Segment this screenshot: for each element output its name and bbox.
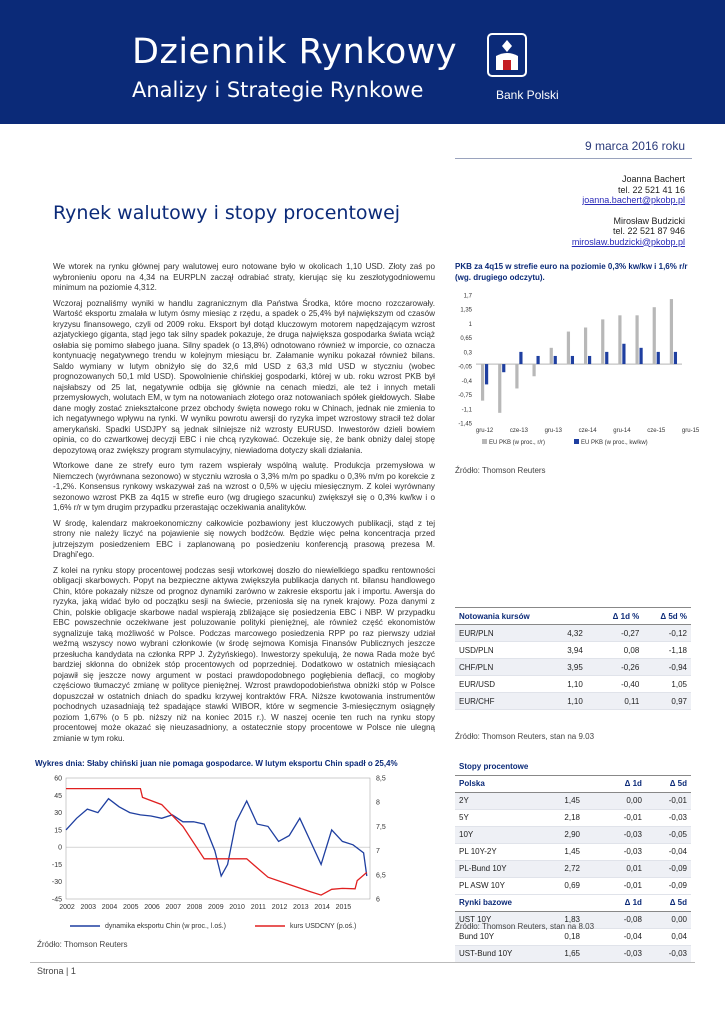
- y-tick-label: -0,05: [458, 364, 472, 371]
- y-tick-label: -1,1: [461, 407, 472, 414]
- rates-subheader-row: [455, 894, 691, 911]
- y-tick-label: 0,3: [463, 350, 472, 357]
- paragraph: Z kolei na rynku stopy procentowej podczas sesji wtorkowej doszło do niewielkiego spadku rentowności obligacji skarbowych. Popyt na bezpieczne aktywa zwiększyła publikacja danych nt. bilansu handlowego Chin, które pokazały niższe od prognoz dynamiki zarówno w zakresie eksportu jak i importu. Awersja do ryzyka, jaką widać było od początku sesji na świecie, przeniosła się na rynek krajowy. Poza danymi z Chin, polskie obligacje skarbowe nadal wspierają zbliżające się posiedzenia EBC i NBP. W przypadku EBC powszechnie oczekiwane jest poluzowanie polityki pieniężnej, ale również część ekonomistów sygnalizuje taką możliwość w Polsce. Podczas marcowego posiedzenia RPP po raz pierwszy udział weźmą wszyscy nowo wybrani członkowie (w środę sejmowa Komisja Finansów Publicznych jeszcze przesłucha kandydata na członka RPP J. Żyżyńskiego). Inwestorzy spekulują, że nowa Rada może być bardziej skłonna do obniżek stóp procentowych od poprzedniej. Dodatkowo w ostatnich miesiącach pojawił się jeszcze nowy argument w postaci prawdopodobnego pogłębienia deflacji, co mogłoby częściowo tłumaczyć zmianę w polityce pieniężnej. Wzrost prawdopodobieństwa obniżki stóp w Polsce dopuszczał w ostatnich dniach do spadku krzywej kontraktów FRA. Niższe kwotowania instrumentów pochodnych uzasadniają też spadające stawki WIBOR, które w segmencie 3-miesięcznym osiągnęły poziom 1,67% (o 5 pb. niższy niż na koniec 2015 r.). W naszej ocenie ten ruch na rynku stopy procentowej może okazać się nieuzasadniony, a ostatecznie stopy procentowe w Polsce nie ulegną zmianie w tym roku.: [53, 565, 435, 743]
- x-tick-label: cze-14: [578, 428, 597, 434]
- y-right-tick-label: 8,5: [376, 775, 386, 783]
- usdcny-line: [66, 789, 367, 896]
- chart1-source: Źródło: Thomson Reuters: [455, 466, 546, 475]
- bar: [588, 356, 591, 364]
- y-left-tick-label: 30: [54, 810, 62, 818]
- table-cell: 0,01: [601, 860, 646, 877]
- table-cell: UST-Bund 10Y: [455, 945, 560, 962]
- table-cell: 3,95: [563, 659, 595, 676]
- table-row: [455, 877, 691, 894]
- table-cell: 2,72: [560, 860, 600, 877]
- table-row: [455, 625, 691, 642]
- table-cell: -0,09: [646, 877, 691, 894]
- contact-name: Joanna Bachert: [621, 174, 685, 184]
- table-cell: -0,40: [596, 676, 644, 693]
- x-tick-label: 2002: [59, 904, 75, 911]
- table-cell: -0,01: [601, 809, 646, 826]
- table-cell: -0,01: [646, 792, 691, 809]
- bar: [653, 307, 656, 364]
- pko-logo-icon: [486, 30, 528, 80]
- contact-name: Mirosław Budzicki: [613, 215, 685, 226]
- fx-source: Źródło: Thomson Reuters, stan na 9.03: [455, 732, 595, 741]
- y-left-tick-label: -45: [51, 896, 62, 904]
- y-left-tick-label: 15: [54, 827, 62, 835]
- y-tick-label: 1,7: [463, 293, 472, 300]
- table-row: [455, 659, 691, 676]
- table-cell: -0,08: [601, 911, 646, 928]
- bar: [584, 328, 587, 365]
- chart1-title: PKB za 4q15 w strefie euro na poziomie 0,3% kw/kw i 1,6% r/r (wg. drugiego odczytu).: [455, 262, 688, 282]
- x-tick-label: 2005: [122, 904, 139, 911]
- table-row: [455, 826, 691, 843]
- y-left-tick-label: 45: [54, 792, 62, 800]
- y-right-tick-label: 6,5: [376, 872, 386, 880]
- rates-header: Δ 5d: [646, 894, 691, 911]
- x-tick-label: 2015: [335, 904, 352, 911]
- table-cell: -0,03: [646, 945, 691, 962]
- y-tick-label: 0,65: [460, 336, 472, 343]
- table-cell: PL 10Y-2Y: [455, 843, 560, 860]
- article-body: [53, 262, 435, 749]
- table-row: [455, 809, 691, 826]
- x-tick-label: gru-13: [544, 428, 562, 434]
- table-cell: 1,05: [643, 676, 691, 693]
- table-cell: USD/PLN: [455, 642, 563, 659]
- table-cell: -0,27: [596, 625, 644, 642]
- paragraph: Wczoraj poznaliśmy wyniki w handlu zagranicznym dla Państwa Środka, które mocno rozczarowały. Wartość eksportu zmalała w lutym ósmy miesiąc z rzędu, a spadek o 25,4% był największym od czasów kryzysu finansowego, czyli od 2009 roku. Eksport był dotąd kluczowym motorem napędzającym wzrost azjatyckiego giganta, stąd jego tak silny spadek pokazuje, że druga największa gospodarka świata wciąż osłabia się pomimo słabego juana. Silny spadek (o 13,8%) odnotowano również w imporcie, co oznacza kontynuację negatywnego trendu w kolejnym miesiącu br. Załamanie wyniku pokazał również bilans. Saldo wymiany w lutym obniżyło się do 32,6 mld USD z 63,3 mld USD w styczniu (wobec prognozowanych 50,1 mld USD). Spowolnienie chińskiej gospodarki, której w ub. roku wzrost PKB był najsłabszy od 25 lat, negatywnie odbija się głównie na cenach miedzi, ale też i innych metali przemysłowych, wolutach EM, w tym na notowaniach złotego oraz notowaniach spółek giełdowych. Słabe dane mogły zostać zniekształcone przez obchody święta nowego roku w Chinach, jednak nie zmienia to ich negatywnego wpływu na rynki. W wyniku powrotu awersji do ryzyka impet wzrostowy stracił też dolar amerykański. Spadki USDJPY są jednak silniejsze niż wzrosty EURUSD. Inwestorów dzieli bowiem opinia, co do czwartkowej decyzji EBC i nie chcą ryzykować. Oczekuje się, że bank obniży dalej stopę depozytową oraz zwiększy program stymulacyjny, niewiadoma dotyczy skali działania.: [53, 298, 435, 455]
- table-cell: 0,04: [646, 928, 691, 945]
- y-left-tick-label: 60: [54, 775, 62, 783]
- bank-name: Bank Polski: [496, 88, 559, 102]
- gdp-bar-chart: [450, 287, 700, 459]
- legend-label: kurs USDCNY (p.oś.): [290, 923, 357, 930]
- table-cell: EUR/USD: [455, 676, 563, 693]
- table-cell: -0,26: [596, 659, 644, 676]
- divider: [455, 158, 692, 159]
- page-number: Strona | 1: [37, 966, 76, 976]
- bar: [498, 364, 501, 413]
- paragraph: W środę, kalendarz makroekonomiczny całkowicie pozbawiony jest kluczowych publikacji, stąd z tej strony nie należy liczyć na pojawienie się nowych bodźców. Będzie więc pełna koncentracja przed jutrzejszym posiedzeniem EBC i zaplanowaną po posiedzeniu konferencją prasową prezesa M. Draghi'ego.: [53, 518, 435, 559]
- paragraph: We wtorek na rynku głównej pary walutowej euro notowane było w okolicach 1,10 USD. Złoty zaś po wybronieniu oporu na 4,34 na EURPLN zaczął odrabiać straty, kierując się ku zeszłotygodniowemu minimum na poziomie 4,312.: [53, 262, 435, 292]
- bar: [550, 348, 553, 364]
- bar: [536, 356, 539, 364]
- report-date: 9 marca 2016 roku: [584, 139, 685, 153]
- x-tick-label: 2006: [144, 904, 160, 911]
- section-title: Rynek walutowy i stopy procentowej: [53, 202, 401, 224]
- fx-table: [455, 607, 691, 710]
- bar: [481, 364, 484, 401]
- y-tick-label: 1,35: [460, 307, 472, 314]
- paragraph: Wtorkowe dane ze strefy euro tym razem wspierały wspólną walutę. Produkcja przemysłowa w Niemczech (wyrównana sezonowo) w styczniu wzrosła o 3,3% m/m po spadku o 0,3% m/m po korekcie z -1,2%. Konsensus rynkowy wskazywał zaś na wzrost o 0,5% w ujęciu miesięcznym. Z kolei wyrównany sezonowo wzrost PKB za 4q15 w strefie euro (wg drugiego szacunku) zwiększył się o 0,3% kw/kw i o 1,6% r/r w tym drugim przypadku przerastając oczekiwania analityków.: [53, 461, 435, 512]
- rates-table: [455, 758, 691, 963]
- table-cell: 1,10: [563, 676, 595, 693]
- china-exports-line-chart: [30, 768, 440, 948]
- x-tick-label: cze-13: [509, 428, 528, 434]
- table-cell: PL-Bund 10Y: [455, 860, 560, 877]
- table-cell: 2,18: [560, 809, 600, 826]
- x-tick-label: 2004: [101, 904, 118, 911]
- contacts-block: [485, 174, 685, 247]
- table-cell: -0,04: [601, 928, 646, 945]
- bar: [485, 364, 488, 384]
- y-tick-label: -0,75: [458, 393, 472, 400]
- table-cell: 1,45: [560, 843, 600, 860]
- table-cell: -0,03: [601, 945, 646, 962]
- legend-swatch: [482, 439, 487, 444]
- chart2-title: Wykres dnia: Słaby chiński juan nie pomaga gospodarce. W lutym eksportu Chin spadł o 25,4%: [35, 759, 398, 768]
- x-tick-label: gru-14: [613, 428, 631, 434]
- table-cell: EUR/PLN: [455, 625, 563, 642]
- table-row: [455, 642, 691, 659]
- bar: [532, 364, 535, 376]
- table-cell: -0,03: [601, 826, 646, 843]
- rates-header: Δ 1d: [601, 775, 646, 792]
- y-tick-label: 1: [468, 321, 472, 328]
- legend-label: EU PKB (w proc., r/r): [489, 440, 546, 446]
- table-cell: -0,12: [643, 625, 691, 642]
- table-cell: -0,01: [601, 877, 646, 894]
- table-cell: -0,03: [646, 809, 691, 826]
- table-cell: -0,04: [646, 843, 691, 860]
- x-tick-label: 2009: [208, 904, 224, 911]
- bar: [674, 352, 677, 364]
- bar: [519, 352, 522, 364]
- y-left-tick-label: -30: [51, 879, 62, 887]
- table-row: [455, 693, 691, 710]
- y-left-tick-label: -15: [51, 861, 62, 869]
- y-right-tick-label: 7: [376, 848, 380, 856]
- rates-header: Polska: [455, 775, 560, 792]
- table-cell: 5Y: [455, 809, 560, 826]
- contact-email-link[interactable]: joanna.bachert@pkobp.pl: [582, 195, 685, 205]
- rates-header: Δ 5d: [646, 775, 691, 792]
- table-cell: CHF/PLN: [455, 659, 563, 676]
- header-banner: [0, 0, 725, 124]
- contact-email-link[interactable]: miroslaw.budzicki@pkobp.pl: [571, 236, 685, 247]
- x-tick-label: gru-12: [475, 428, 494, 434]
- table-cell: 2,90: [560, 826, 600, 843]
- table-cell: 0,18: [560, 928, 600, 945]
- y-right-tick-label: 8: [376, 799, 380, 807]
- rates-title: Stopy procentowe: [459, 761, 529, 771]
- bar: [571, 356, 574, 364]
- report-subtitle: Analizy i Strategie Rynkowe: [132, 78, 424, 102]
- bar: [601, 319, 604, 364]
- fx-header: Notowania kursów: [455, 608, 563, 625]
- table-cell: -1,18: [643, 642, 691, 659]
- report-title: Dziennik Rynkowy: [132, 32, 458, 72]
- x-tick-label: gru-15: [681, 428, 700, 434]
- table-cell: 0,11: [596, 693, 644, 710]
- bar: [515, 364, 518, 388]
- bar: [670, 299, 673, 364]
- y-tick-label: -0,4: [461, 378, 472, 385]
- table-cell: Bund 10Y: [455, 928, 560, 945]
- rates-source: Źródło: Thomson Reuters, stan na 8.03: [455, 922, 595, 931]
- x-tick-label: 2013: [293, 904, 309, 911]
- y-left-tick-label: 0: [58, 844, 62, 852]
- bar: [622, 344, 625, 364]
- legend-swatch: [574, 439, 579, 444]
- contact-tel: tel. 22 521 87 946: [612, 226, 685, 236]
- legend-label: EU PKB (w proc., kw/kw): [581, 440, 648, 446]
- x-tick-label: 2012: [271, 904, 288, 911]
- bar: [639, 348, 642, 364]
- table-cell: 0,08: [596, 642, 644, 659]
- table-cell: 1,83: [560, 911, 600, 928]
- table-row: [455, 843, 691, 860]
- table-cell: 0,69: [560, 877, 600, 894]
- bar: [635, 315, 638, 364]
- legend-label: dynamika eksportu Chin (w proc., l.oś.): [105, 923, 226, 930]
- table-cell: -0,94: [643, 659, 691, 676]
- table-cell: 0,97: [643, 693, 691, 710]
- table-cell: 1,10: [563, 693, 595, 710]
- table-cell: 0,00: [601, 792, 646, 809]
- footer-divider: [30, 962, 695, 963]
- table-row: [455, 676, 691, 693]
- x-tick-label: 2011: [250, 904, 266, 911]
- y-right-tick-label: 6: [376, 896, 380, 904]
- x-tick-label: 2008: [186, 904, 203, 911]
- table-cell: 1,45: [560, 792, 600, 809]
- bar: [502, 364, 505, 372]
- x-tick-label: 2007: [165, 904, 182, 911]
- bar: [554, 356, 557, 364]
- bar: [605, 352, 608, 364]
- table-cell: 10Y: [455, 826, 560, 843]
- fx-header: Δ 1d %: [596, 608, 644, 625]
- x-tick-label: cze-15: [647, 428, 666, 434]
- plot-frame: [66, 778, 370, 899]
- y-tick-label: -1,45: [458, 421, 472, 428]
- exports-line: [66, 799, 367, 876]
- table-cell: 0,00: [646, 911, 691, 928]
- fx-header: Δ 5d %: [643, 608, 691, 625]
- table-cell: PL ASW 10Y: [455, 877, 560, 894]
- bar: [657, 352, 660, 364]
- contact-tel: tel. 22 521 41 16: [617, 184, 685, 195]
- table-cell: -0,09: [646, 860, 691, 877]
- table-row: [455, 945, 691, 962]
- table-cell: 1,65: [560, 945, 600, 962]
- x-tick-label: 2003: [80, 904, 97, 911]
- chart2-source: Źródło: Thomson Reuters: [37, 940, 128, 949]
- table-cell: -0,05: [646, 826, 691, 843]
- rates-header: Δ 1d: [601, 894, 646, 911]
- bar: [567, 332, 570, 365]
- bar: [618, 315, 621, 364]
- table-cell: 2Y: [455, 792, 560, 809]
- table-cell: 3,94: [563, 642, 595, 659]
- x-tick-label: 2010: [229, 904, 245, 911]
- y-right-tick-label: 7,5: [376, 823, 386, 831]
- table-row: [455, 792, 691, 809]
- table-row: [455, 860, 691, 877]
- table-cell: 4,32: [563, 625, 595, 642]
- table-cell: UST 10Y: [455, 911, 560, 928]
- table-cell: -0,03: [601, 843, 646, 860]
- table-cell: EUR/CHF: [455, 693, 563, 710]
- x-tick-label: 2014: [314, 904, 330, 911]
- rates-header: Rynki bazowe: [455, 894, 560, 911]
